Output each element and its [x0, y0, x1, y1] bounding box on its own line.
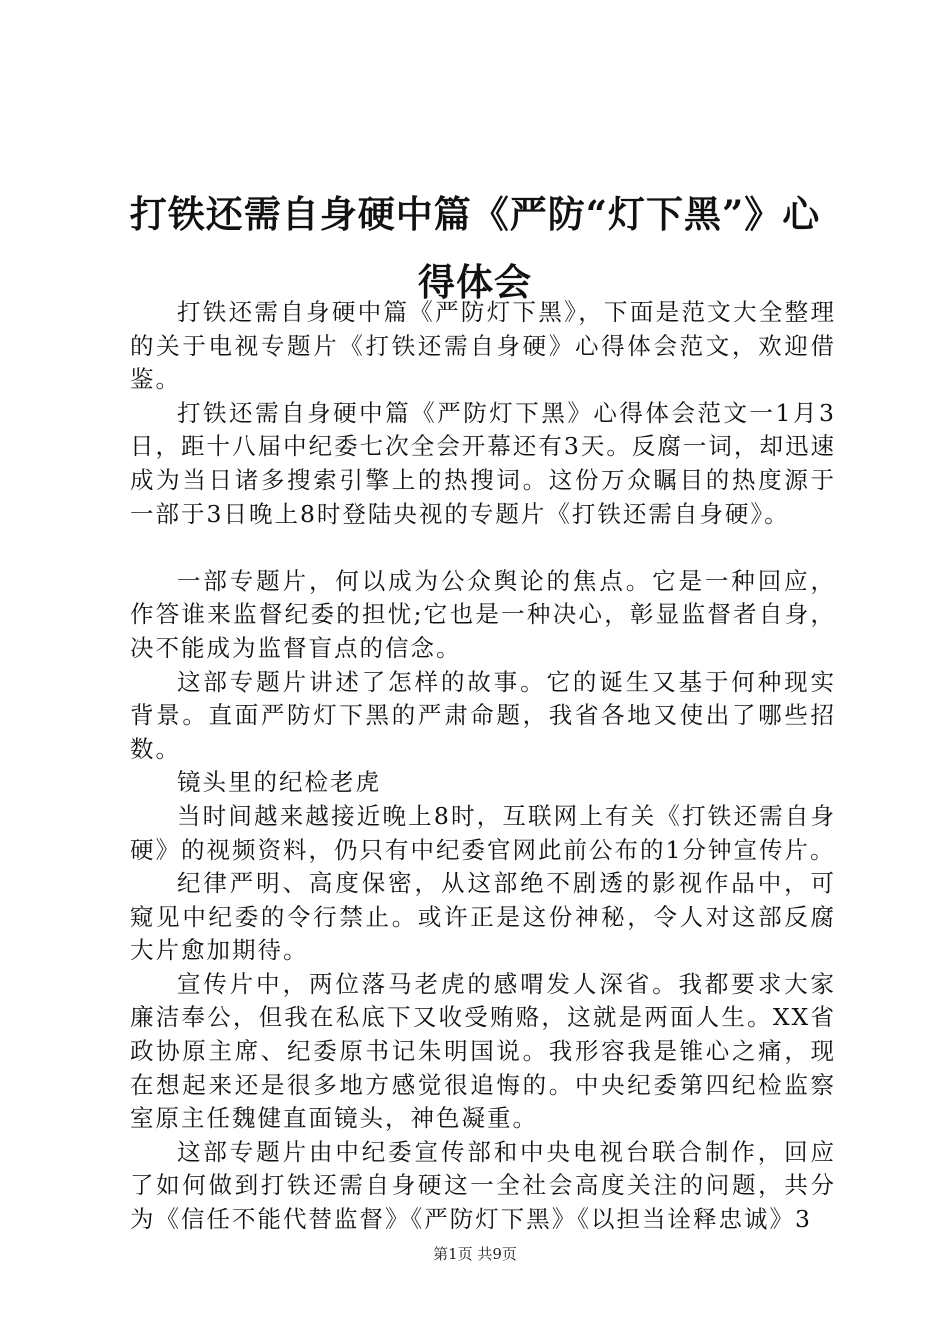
paragraph-spacer — [130, 531, 836, 565]
paragraph: 纪律严明、高度保密，从这部绝不剧透的影视作品中，可窥见中纪委的令行禁止。或许正是这份神秘，令人对这部反腐大片愈加期待。 — [130, 869, 836, 965]
section-heading: 镜头里的纪检老虎 — [177, 768, 381, 797]
paragraph: 这部专题片由中纪委宣传部和中央电视台联合制作，回应了如何做到打铁还需自身硬这一全社会高度关注的问题，共分为《信任不能代替监督》《严防灯下黑》《以担当诠释忠诚》3 — [130, 1137, 836, 1234]
document-title: 打铁还需自身硬中篇《严防“灯下黑”》心得体会 — [129, 192, 821, 304]
paragraph: 一部专题片，何以成为公众舆论的焦点。它是一种回应，作答谁来监督纪委的担忧;它也是一种决心，彰显监督者自身，决不能成为监督盲点的信念。 — [130, 566, 836, 662]
paragraph: 打铁还需自身硬中篇《严防灯下黑》心得体会范文一1月3日，距十八届中纪委七次全会开幕还有3天。反腐一词，却迅速成为当日诸多搜索引擎上的热搜词。这份万众瞩目的热度源于一部于3日晚上8时登陆央视的专题片《打铁还需自身硬》。 — [130, 398, 836, 528]
page-footer: 第1页 共9页 — [433, 1245, 517, 1263]
paragraph: 打铁还需自身硬中篇《严防灯下黑》，下面是范文大全整理的关于电视专题片《打铁还需自身硬》心得体会范文，欢迎借鉴。 — [130, 298, 836, 394]
paragraph: 当时间越来越接近晚上8时，互联网上有关《打铁还需自身硬》的视频资料，仍只有中纪委官网此前公布的1分钟宣传片。 — [130, 801, 836, 864]
paragraph: 宣传片中，两位落马老虎的感喟发人深省。我都要求大家廉洁奉公，但我在私底下又收受贿赂，这就是两面人生。XX省政协原主席、纪委原书记朱明国说。我形容我是锥心之痛，现在想起来还是很多地方感觉很追悔的。中央纪委第四纪检监察室原主任魏健直面镜头，神色凝重。 — [130, 969, 836, 1133]
paragraph: 这部专题片讲述了怎样的故事。它的诞生又基于何种现实背景。直面严防灯下黑的严肃命题，我省各地又使出了哪些招数。 — [130, 667, 836, 763]
document-body — [130, 296, 836, 1237]
